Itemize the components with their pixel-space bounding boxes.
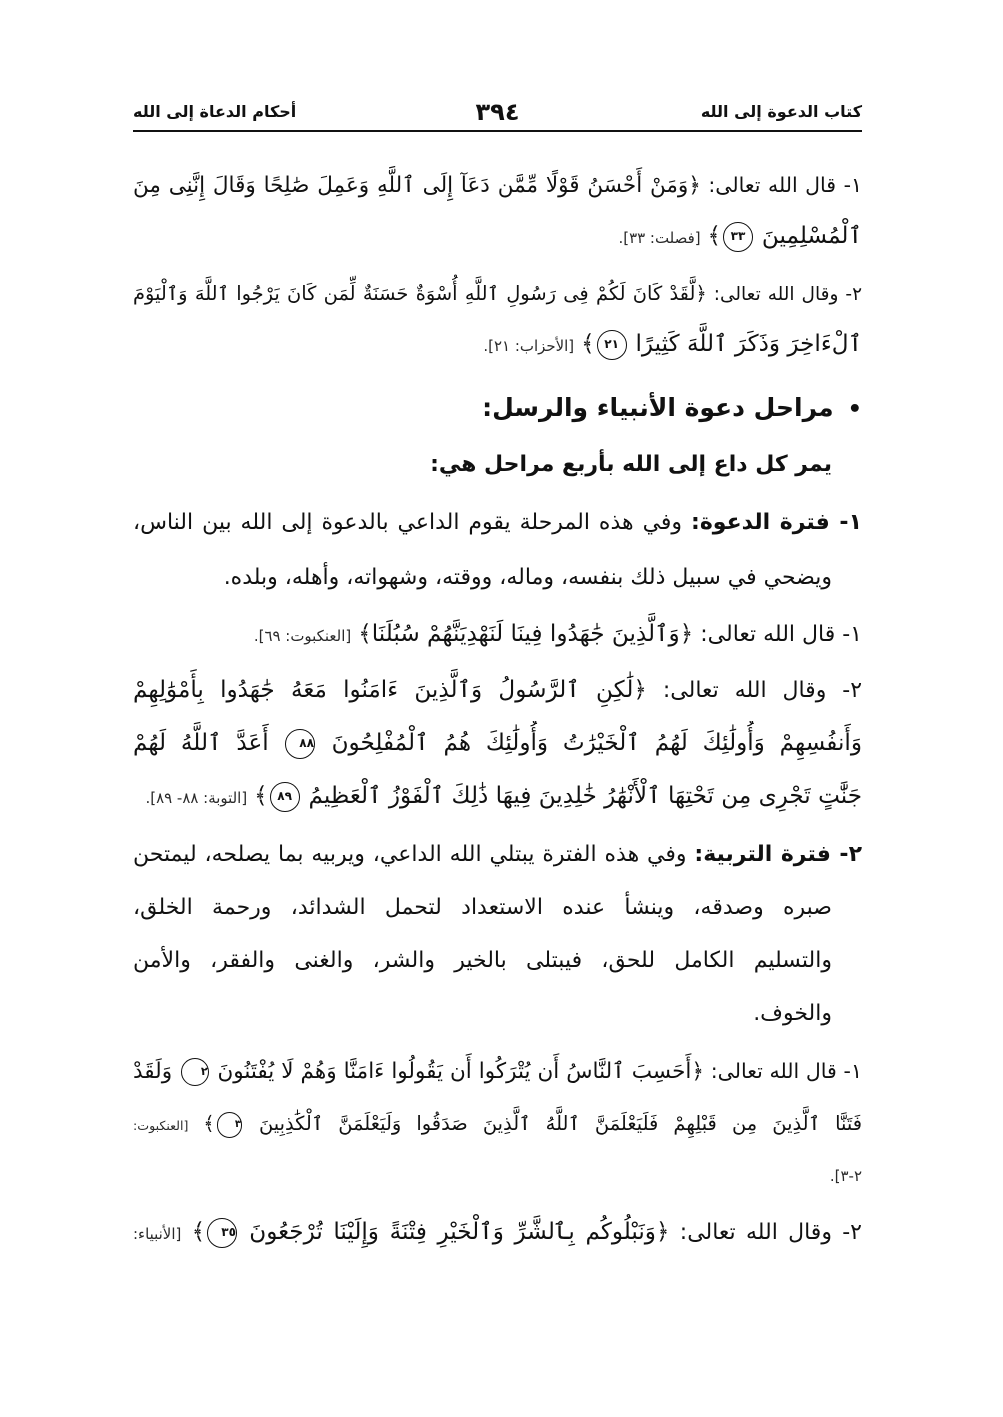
evidence-line — [133, 272, 862, 316]
stage-label: ٢- فترة التربية: — [694, 842, 862, 867]
section-intro-text: يمر كل داع إلى الله بأربع مراحل هي: — [430, 452, 832, 477]
stage-line — [133, 556, 832, 600]
verse-close-bracket: ﴾ — [203, 1112, 215, 1135]
stage-line — [133, 833, 862, 877]
stage-line — [133, 886, 832, 930]
quran-verse: وَلَقَدْ — [133, 1059, 173, 1084]
evidence-line — [133, 774, 862, 818]
stage-text: وفي هذه الفترة يبتلي الله الداعي، ويربيه بما يصلحه، ليمتحن — [133, 842, 687, 867]
stage-text: ويضحي في سبيل ذلك بنفسه، وماله، ووقته، وشهواته، وأهله، وبلده. — [223, 565, 832, 590]
quran-verse: ٱلْمُسْلِمِينَ — [761, 223, 862, 249]
stage-label: ١- فترة الدعوة: — [691, 510, 862, 535]
evidence-lead: ٢- وقال الله تعالى: — [679, 1220, 862, 1245]
quran-verse: ﴿أَحَسِبَ ٱلنَّاسُ أَن يُتْرَكُوا أَن يَقُولُوا ءَامَنَّا وَهُمْ لَا يُفْتَنُونَ — [217, 1059, 704, 1084]
ayah-number-marker: ٢ — [181, 1058, 209, 1086]
header-rule — [133, 130, 862, 132]
evidence-lead: ١- قال الله تعالى: — [700, 622, 862, 647]
evidence-line — [133, 1102, 862, 1146]
section-intro — [133, 443, 832, 487]
evidence-lead: ٢- وقال الله تعالى: — [713, 284, 862, 305]
evidence-line — [133, 668, 862, 712]
evidence-line — [133, 322, 862, 366]
verse-close-bracket: ﴾ — [254, 783, 268, 809]
verse-reference: ٢-٣]. — [829, 1167, 862, 1185]
verse-reference: [التوبة: ٨٨- ٨٩]. — [145, 789, 248, 807]
ayah-number-marker: ٨٩ — [270, 782, 300, 812]
ayah-number-marker: ٨٨ — [285, 729, 315, 759]
quran-verse: فَتَنَّا ٱلَّذِينَ مِن قَبْلِهِمْ فَلَيَعْلَمَنَّ ٱللَّهُ ٱلَّذِينَ صَدَقُوا وَلَيَعْلَمَنَّ ٱلْكَٰذِبِينَ — [258, 1112, 862, 1135]
verse-close-bracket: ﴾ — [191, 1219, 206, 1245]
section-heading-text: مراحل دعوة الأنبياء والرسل: — [482, 393, 834, 422]
quran-verse: أَعَدَّ ٱللَّهُ لَهُمْ — [133, 730, 269, 756]
stage-text: صبره وصدقه، وينشأ عنده الاستعداد لتحمل الشدائد، ورحمة الخلق، — [133, 895, 832, 920]
evidence-line — [133, 214, 862, 258]
quran-verse: وَأَنفُسِهِمْ وَأُولَٰئِكَ لَهُمُ ٱلْخَيْرَٰتُ وَأُولَٰئِكَ هُمُ ٱلْمُفْلِحُونَ — [331, 730, 862, 756]
evidence-line — [133, 721, 862, 765]
ayah-number-marker: ٣ — [217, 1112, 242, 1137]
stage-text: والتسليم الكامل للحق، فيبتلى بالخير والشر، والغنى والفقر، والأمن — [133, 948, 832, 973]
quran-verse: ﴿وَٱلَّذِينَ جَٰهَدُوا فِينَا لَنَهْدِيَنَّهُمْ سُبُلَنَا﴾ — [358, 621, 694, 647]
book-title: كتاب الدعوة إلى الله — [700, 102, 862, 121]
verse-reference: [العنكبوت: — [133, 1118, 189, 1133]
stage-line — [133, 939, 832, 983]
verse-reference: [الأنبياء: — [133, 1225, 182, 1243]
quran-verse: جَنَّٰتٍ تَجْرِى مِن تَحْتِهَا ٱلْأَنْهَٰرُ خَٰلِدِينَ فِيهَا ذَٰلِكَ ٱلْفَوْزُ ٱلْعَظِيمُ — [308, 783, 862, 809]
evidence-lead: ٢- وقال الله تعالى: — [662, 678, 862, 703]
evidence-lead: ١- قال الله تعالى: — [710, 1059, 862, 1083]
quran-verse: ٱلْءَاخِرَ وَذَكَرَ ٱللَّهَ كَثِيرًا — [635, 331, 862, 357]
quran-verse: ﴿وَمَنْ أَحْسَنُ قَوْلًا مِّمَّن دَعَآ إِلَى ٱللَّهِ وَعَمِلَ صَٰلِحًا وَقَالَ إِنَّنِى مِنَ — [133, 173, 701, 198]
verse-close-bracket: ﴾ — [707, 223, 722, 249]
verse-reference: [العنكبوت: ٦٩]. — [253, 627, 352, 645]
evidence-line — [133, 163, 862, 207]
stage-line — [133, 992, 832, 1036]
evidence-line — [133, 1049, 862, 1093]
quran-verse: ﴿لَٰكِنِ ٱلرَّسُولُ وَٱلَّذِينَ ءَامَنُوا مَعَهُ جَٰهَدُوا بِأَمْوَٰلِهِمْ — [133, 677, 647, 703]
evidence-lead: ١- قال الله تعالى: — [708, 173, 862, 197]
running-title: أحكام الدعاة إلى الله — [133, 102, 297, 121]
section-heading — [133, 386, 862, 430]
ayah-number-marker: ٣٥ — [207, 1218, 237, 1248]
quran-verse: ﴿لَّقَدْ كَانَ لَكُمْ فِى رَسُولِ ٱللَّهِ أُسْوَةٌ حَسَنَةٌ لِّمَن كَانَ يَرْجُوا ٱللَّهَ وَٱلْيَوْمَ — [133, 282, 707, 305]
stage-line — [133, 501, 862, 545]
verse-reference: [فصلت: ٣٣]. — [618, 229, 701, 247]
page-number: ٣٩٤ — [475, 98, 520, 126]
verse-close-bracket: ﴾ — [581, 331, 595, 357]
running-header — [133, 95, 862, 129]
stage-text: وفي هذه المرحلة يقوم الداعي بالدعوة إلى الله بين الناس، — [133, 510, 683, 535]
ayah-number-marker: ٢١ — [597, 330, 627, 360]
quran-verse: ﴿وَنَبْلُوكُم بِٱلشَّرِّ وَٱلْخَيْرِ فِتْنَةً وَإِلَيْنَا تُرْجَعُونَ — [249, 1219, 670, 1245]
evidence-line — [133, 612, 862, 656]
stage-text: والخوف. — [753, 1001, 832, 1026]
ayah-number-marker: ٣٣ — [723, 222, 753, 252]
bullet-icon: • — [847, 396, 862, 422]
evidence-line — [133, 1210, 862, 1254]
verse-reference: [الأحزاب: ٢١]. — [483, 337, 575, 355]
evidence-line — [133, 1153, 862, 1197]
